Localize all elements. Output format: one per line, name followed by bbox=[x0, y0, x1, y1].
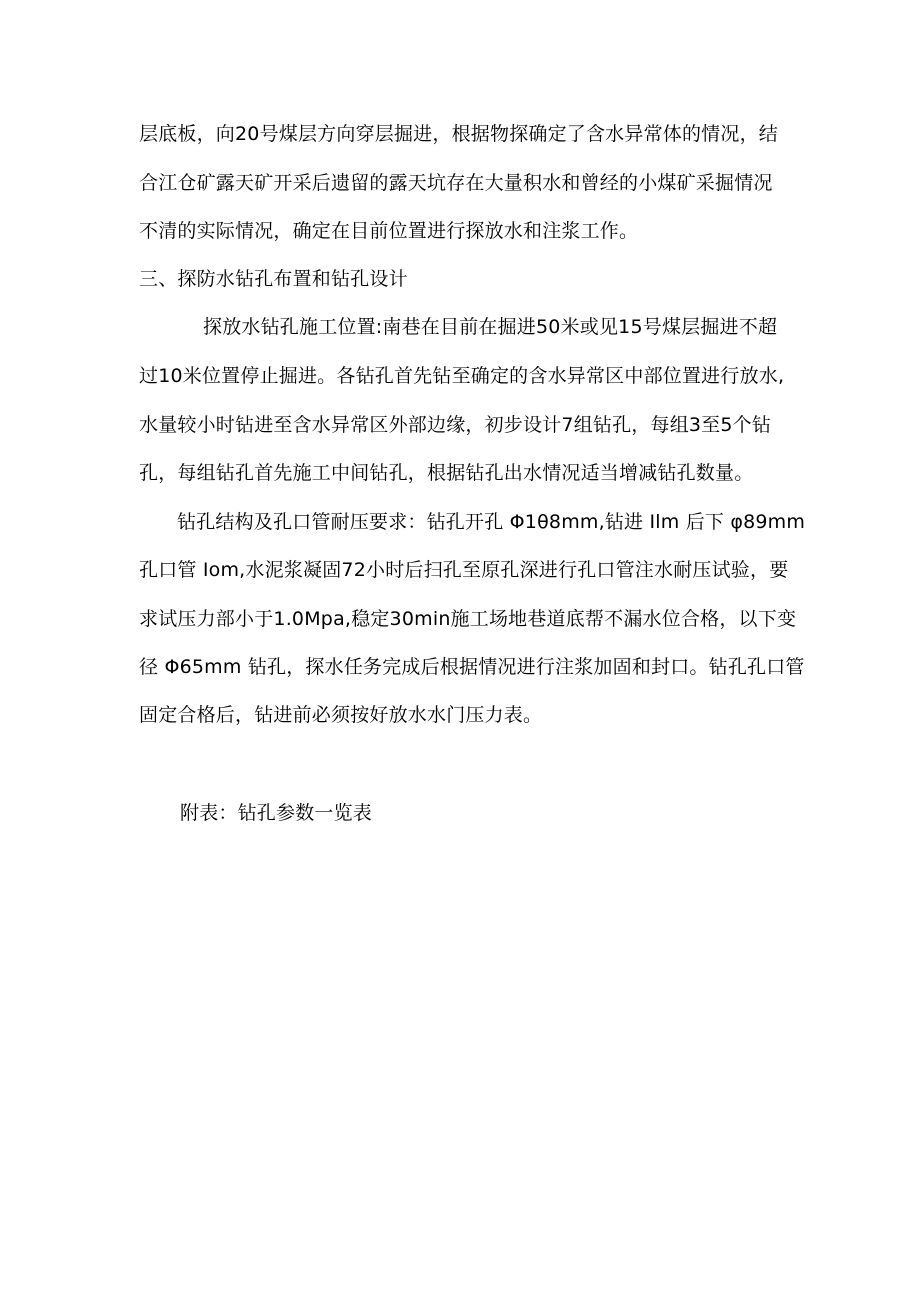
paragraph-2-line-1: 探放水钻孔施工位置:南巷在目前在掘进50米或见15号煤层掘进不超 bbox=[203, 316, 778, 338]
paragraph-3-line-4: 径 Φ65mm 钻孔，探水任务完成后根据情况进行注浆加固和封口。钻孔孔口管 bbox=[139, 656, 805, 678]
paragraph-3-line-5: 固定合格后，钻进前必须按好放水水门压力表。 bbox=[139, 704, 543, 726]
paragraph-1-line-3: 不清的实际情况，确定在目前位置进行探放水和注浆工作。 bbox=[139, 220, 639, 242]
paragraph-3-line-3: 求试压力部小于1.0Mpa,稳定30min施工场地巷道底帮不漏水位合格，以下变 bbox=[139, 608, 797, 630]
paragraph-3-line-1: 钻孔结构及孔口管耐压要求：钻孔开孔 Φ1θ8mm,钻进 Ilm 后下 φ89mm bbox=[177, 511, 806, 533]
section-heading: 三、探防水钻孔布置和钻孔设计 bbox=[139, 268, 408, 290]
paragraph-2-line-2: 过10米位置停止掘进。各钻孔首先钻至确定的含水异常区中部位置进行放水, bbox=[139, 365, 785, 387]
paragraph-3-line-2: 孔口管 Iom,水泥浆凝固72小时后扫孔至原孔深进行孔口管注水耐压试验，要 bbox=[139, 559, 789, 581]
appendix-label: 附表：钻孔参数一览表 bbox=[180, 802, 373, 824]
paragraph-2-line-4: 孔，每组钻孔首先施工中间钻孔，根据钻孔出水情况适当增减钻孔数量。 bbox=[139, 462, 754, 484]
paragraph-1-line-1: 层底板，向20号煤层方向穿层掘进，根据物探确定了含水异常体的情况，结 bbox=[139, 123, 778, 145]
paragraph-2-line-3: 水量较小时钻进至含水异常区外部边缘，初步设计7组钻孔，每组3至5个钻 bbox=[139, 414, 772, 436]
paragraph-1-line-2: 合江仓矿露天矿开采后遗留的露天坑存在大量积水和曾经的小煤矿采掘情况 bbox=[139, 172, 773, 194]
